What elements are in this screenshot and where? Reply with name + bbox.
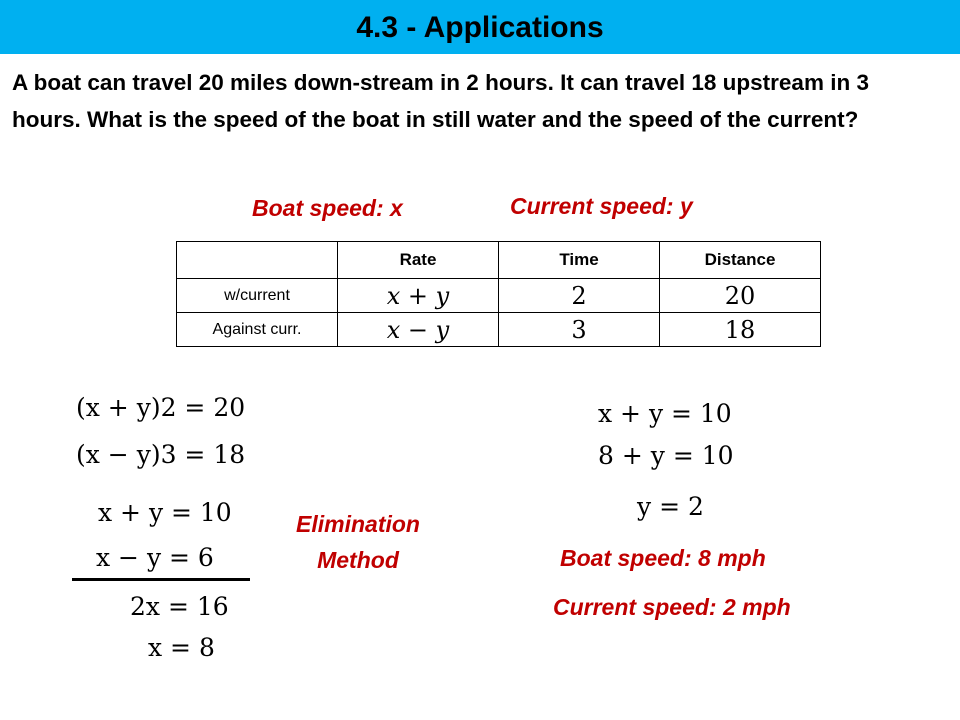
- table-row: [177, 279, 821, 313]
- row-label-against-current: Against curr.: [177, 313, 338, 347]
- answer-boat-speed: Boat speed: 8 mph: [560, 545, 766, 571]
- sum-equation: 2x = 16: [130, 592, 229, 621]
- current-speed-variable: Current speed: y: [510, 193, 693, 219]
- table-row: [177, 313, 821, 347]
- table-header-time: Time: [499, 242, 660, 279]
- table-header-rate: Rate: [338, 242, 499, 279]
- table-header-blank: [177, 242, 338, 279]
- distance-with-current: 20: [660, 279, 821, 313]
- page-title: 4.3 - Applications: [356, 11, 604, 44]
- back-substitution-equation-1: x + y = 10: [598, 399, 732, 428]
- distance-against-current: 18: [660, 313, 821, 347]
- boat-speed-variable: Boat speed: x: [252, 195, 403, 221]
- method-label: [280, 506, 436, 578]
- time-against-current: 3: [499, 313, 660, 347]
- table-header-distance: Distance: [660, 242, 821, 279]
- setup-equation-1: (x + y)2 = 20: [76, 393, 246, 422]
- rate-against-current: x − y: [338, 313, 499, 347]
- elimination-equation-1: x + y = 10: [98, 498, 232, 527]
- method-label-line-1: Elimination: [296, 511, 420, 537]
- solution-x: x = 8: [148, 633, 215, 662]
- row-label-with-current: w/current: [177, 279, 338, 313]
- setup-equation-2: (x − y)3 = 18: [76, 440, 246, 469]
- addition-line: [72, 578, 250, 581]
- back-substitution-equation-2: 8 + y = 10: [598, 441, 734, 470]
- time-with-current: 2: [499, 279, 660, 313]
- elimination-equation-2: x − y = 6: [96, 543, 214, 572]
- problem-statement: A boat can travel 20 miles down-stream in 2 hours. It can travel 18 upstream in 3 hours. What is the speed of the boat in still water and the speed of the current?: [12, 70, 869, 132]
- table-header-row: [177, 242, 821, 279]
- method-label-line-2: Method: [317, 547, 399, 573]
- rate-time-distance-table: [176, 241, 821, 347]
- solution-y: y = 2: [637, 492, 704, 521]
- rate-with-current: x + y: [338, 279, 499, 313]
- answer-current-speed: Current speed: 2 mph: [553, 594, 791, 620]
